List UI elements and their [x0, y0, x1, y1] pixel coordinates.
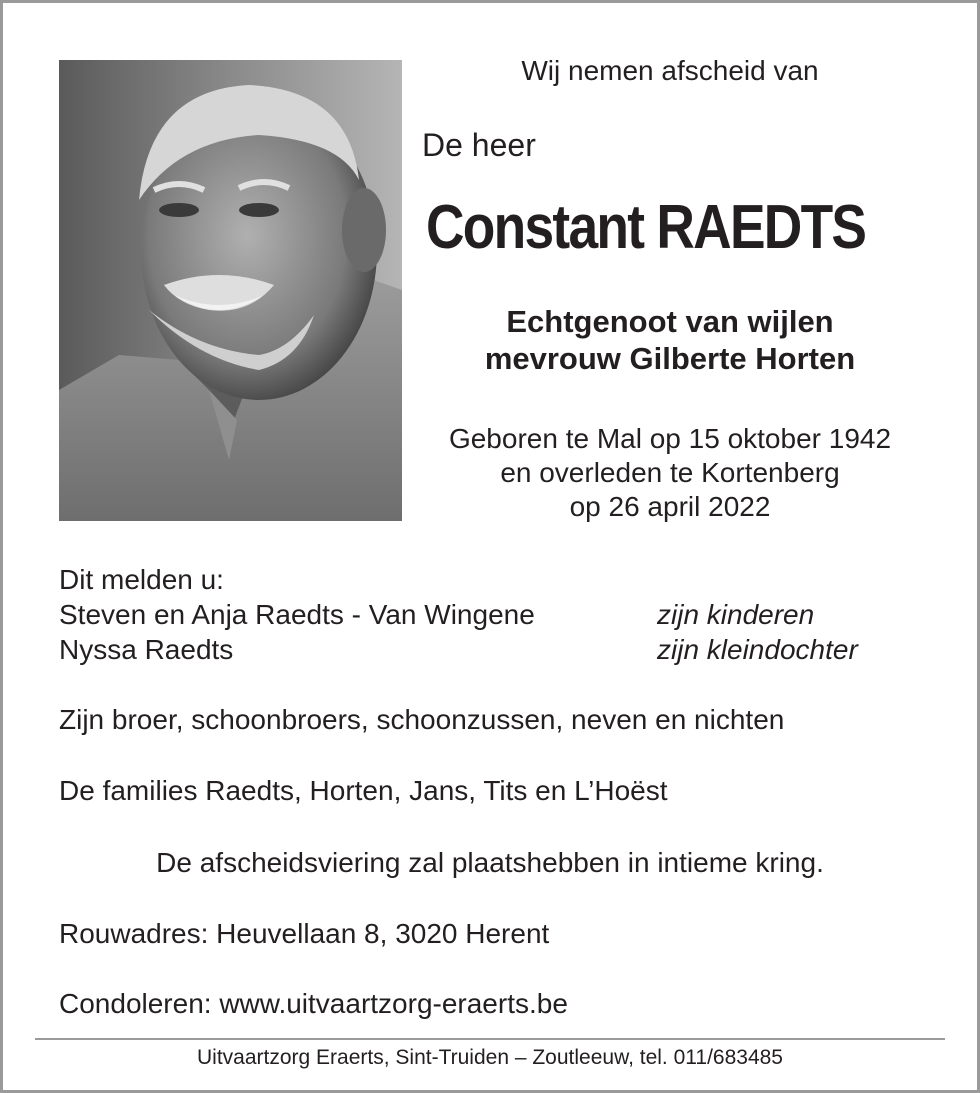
- announcer-relation: zijn kinderen: [657, 599, 815, 630]
- spouse-line-2: mevrouw Gilberte Horten: [484, 341, 856, 376]
- salutation: De heer: [422, 127, 536, 163]
- spouse-info: [420, 303, 920, 377]
- life-dates: [420, 422, 920, 524]
- relatives-line: Zijn broer, schoonbroers, schoonzussen, neven en nichten: [59, 704, 785, 735]
- divider: [35, 1038, 945, 1040]
- announcers-heading: Dit melden u:: [59, 564, 224, 595]
- announcer-name: Nyssa Raedts: [59, 634, 234, 665]
- families-line: De families Raedts, Horten, Jans, Tits en L’Hoëst: [59, 775, 668, 806]
- ceremony-line: De afscheidsviering zal plaatshebben in intieme kring.: [156, 847, 824, 878]
- intro-text: Wij nemen afscheid van: [521, 55, 819, 86]
- condolences-line: Condoleren: www.uitvaartzorg-eraerts.be: [59, 988, 568, 1019]
- announcer-name: Steven en Anja Raedts - Van Wingene: [59, 599, 535, 630]
- address-line: Rouwadres: Heuvellaan 8, 3020 Herent: [59, 918, 550, 949]
- announcer-relation: zijn kleindochter: [657, 634, 858, 665]
- death-line: en overleden te Kortenberg: [500, 457, 840, 488]
- deceased-name: Constant RAEDTS: [426, 193, 866, 262]
- portrait-photo: [59, 60, 402, 521]
- birth-line: Geboren te Mal op 15 oktober 1942: [448, 423, 892, 454]
- funeral-home-footer: Uitvaartzorg Eraerts, Sint-Truiden – Zoutleeuw, tel. 011/683485: [197, 1046, 783, 1069]
- death-date-line: op 26 april 2022: [569, 491, 771, 522]
- spouse-line-1: Echtgenoot van wijlen: [506, 304, 834, 339]
